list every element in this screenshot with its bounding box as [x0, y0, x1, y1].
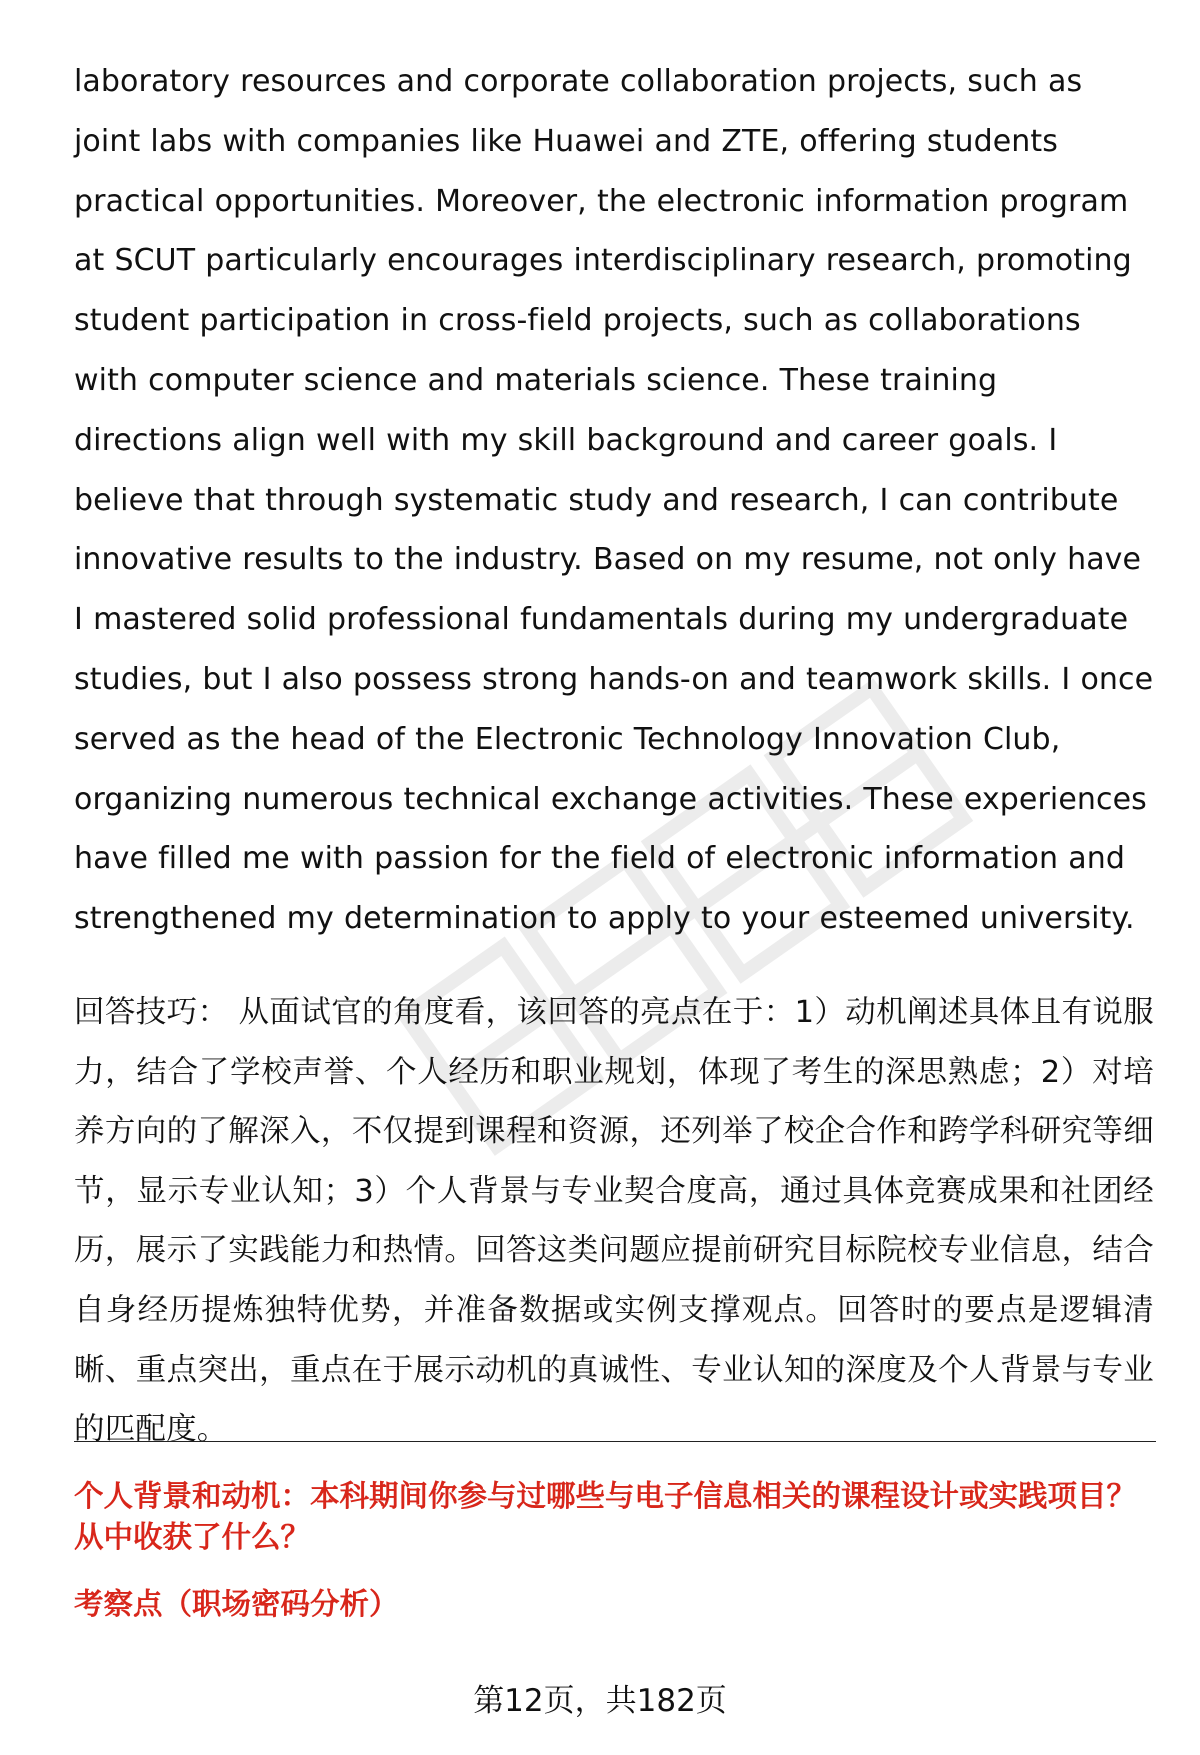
page-indicator: 第12页，共182页	[473, 1683, 727, 1719]
answer-tips-paragraph: 回答技巧： 从面试官的角度看，该回答的亮点在于：1）动机阐述具体且有说服力，结合了学校声誉、个人经历和职业规划，体现了考生的深思熟虑；2）对培养方向的了解深入，不仅提到课程和资源，还列举了校企合作和跨学科研究等细节，显示专业认知；3）个人背景与专业契合度高，通过具体竞赛成果和社团经历，展示了实践能力和热情。回答这类问题应提前研究目标院校专业信息，结合自身经历提炼独特优势，并准备数据或实例支撑观点。回答时的要点是逻辑清晰、重点突出，重点在于展示动机的真诚性、专业认知的深度及个人背景与专业的匹配度。	[74, 994, 1154, 1448]
document-body	[74, 52, 1154, 1460]
answer-paragraph: laboratory resources and corporate collaboration projects, such as joint labs with companies like Huawei and ZTE, offering students practical opportunities. Moreover, the electronic information program at SCUT particularly encourages interdisciplinary research, promoting student participation in cross-field projects, such as collaborations with computer science and materials science. These training directions align well with my skill background and career goals. I believe that through systematic study and research, I can contribute innovative results to the industry. Based on my resume, not only have I mastered solid professional fundamentals during my undergraduate studies, but I also possess strong hands-on and teamwork skills. I once served as the head of the Electronic Technology Innovation Club, organizing numerous technical exchange activities. These experiences have filled me with passion for the field of electronic information and strengthened my determination to apply to your esteemed university.	[74, 64, 1154, 937]
assessment-point-heading: 考察点（职场密码分析）	[74, 1587, 399, 1621]
next-question-heading: 个人背景和动机：本科期间你参与过哪些与电子信息相关的课程设计或实践项目？从中收获了什么？	[74, 1479, 1137, 1554]
section-divider	[74, 1441, 1156, 1442]
